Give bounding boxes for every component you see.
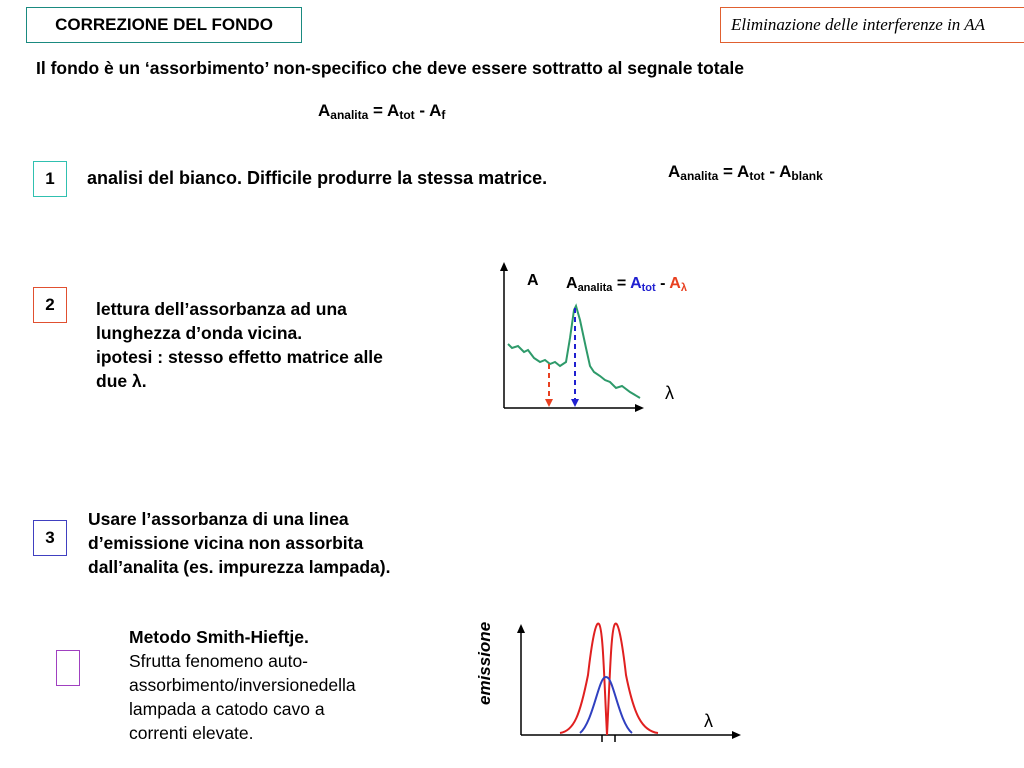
y-axis-arrow <box>517 624 525 633</box>
item-number-2: 2 <box>33 287 67 323</box>
header-topic: Eliminazione delle interferenze in AA <box>720 7 1024 43</box>
emission-diagram <box>470 595 750 755</box>
x-axis-label: λ <box>704 711 713 731</box>
x-axis-arrow <box>732 731 741 739</box>
tot-arrowhead <box>571 399 579 407</box>
empty-symbol-box <box>56 650 80 686</box>
x-axis-arrow <box>635 404 644 412</box>
intro-text: Il fondo è un ‘assorbimento’ non-specifico che deve essere sottratto al segnale totale <box>36 58 744 78</box>
formula-blank: $A_{analita} = A_{tot} - A_{blank}$ <box>668 162 823 183</box>
chart1-formula: Aanalita = Atot - Aλ <box>566 275 687 294</box>
item4-text: Metodo Smith-Hieftje. Sfrutta fenomeno auto- assorbimento/inversionedella lampada a catodo cavo a correnti elevate. <box>129 627 356 743</box>
x-axis-label: λ <box>665 383 674 403</box>
lambda-arrowhead <box>545 399 553 407</box>
item1-text: analisi del bianco. Difficile produrre la stessa matrice. <box>87 168 548 188</box>
item-number-3: 3 <box>33 520 67 556</box>
y-axis-arrow <box>500 262 508 271</box>
item3-text: Usare l’assorbanza di una linea d’emissione vicina non assorbita dall’analita (es. impurezza lampada). <box>88 509 391 577</box>
formula-main: $A_{analita} = A_{tot} - A_f$ <box>318 101 446 122</box>
y-axis-label: A <box>527 272 539 289</box>
item2-text: lettura dell’assorbanza ad una lunghezza d’onda vicina. ipotesi : stesso effetto matrice alle due λ. <box>96 299 383 391</box>
absorbance-diagram <box>490 258 730 418</box>
y-axis-label: emissione <box>475 621 494 705</box>
item-number-1: 1 <box>33 161 67 197</box>
slide-title: CORREZIONE DEL FONDO <box>26 7 302 43</box>
